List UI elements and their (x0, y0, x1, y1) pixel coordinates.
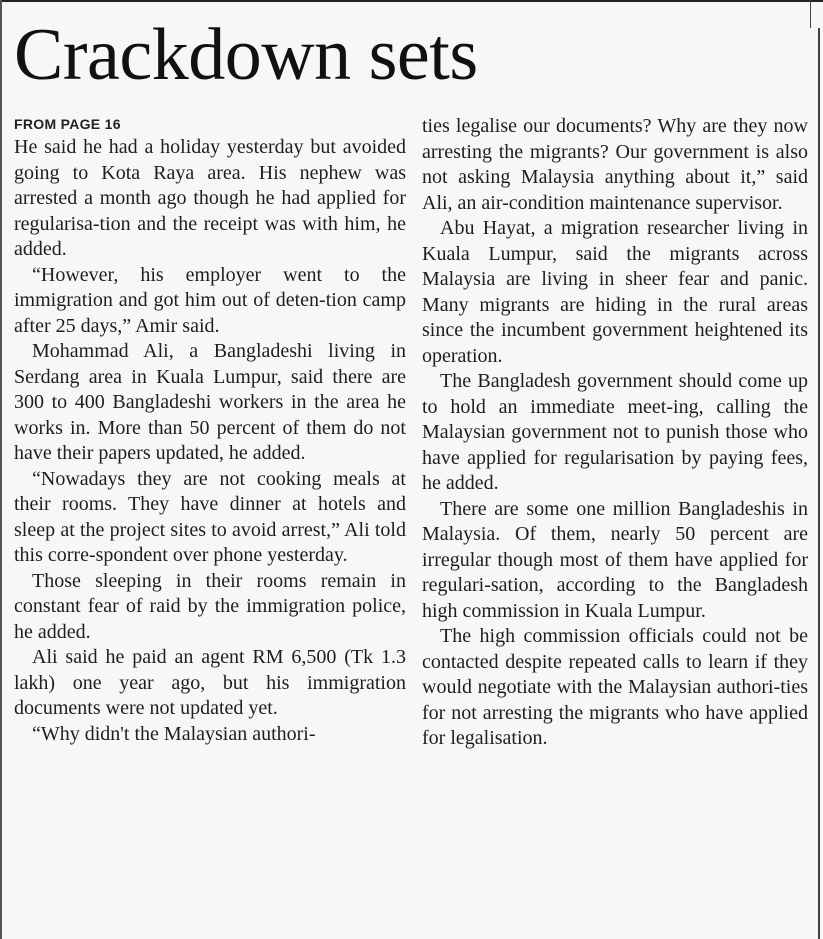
top-border (0, 0, 823, 2)
paragraph: ties legalise our documents? Why are they now arresting the migrants? Our government is also not asking Malaysia anything about it,” said Ali, an air-condition maintenance supervisor. (422, 115, 808, 214)
right-border-top (810, 0, 811, 28)
article-column-1 (14, 135, 406, 747)
paragraph: There are some one million Bangladeshis in Malaysia. Of them, nearly 50 percent are irregular though most of them have applied for regulari-sation, according to the Bangladesh high commission in Kuala Lumpur. (422, 497, 808, 622)
paragraph: Mohammad Ali, a Bangladeshi living in Serdang area in Kuala Lumpur, said there are 300 to 400 Bangladeshi workers in the area he works in. More than 50 percent of them do not have their papers updated, he added. (14, 340, 406, 464)
paragraph: “Why didn't the Malaysian authori- (32, 722, 316, 745)
paragraph: Those sleeping in their rooms remain in constant fear of raid by the immigration police, he added. (14, 569, 406, 643)
paragraph: Ali said he paid an agent RM 6,500 (Tk 1.3 lakh) one year ago, but his immigration documents were not updated yet. (14, 646, 406, 719)
paragraph: He said he had a holiday yesterday but avoided going to Kota Raya area. His nephew was arrested a month ago though he had applied for regularisa-tion and the receipt was with him, he added. (14, 136, 406, 260)
paragraph: The high commission officials could not be contacted despite repeated calls to learn if they would negotiate with the Malaysian authori-ties for not arresting the migrants who have applied for legalisation. (422, 625, 808, 749)
article-column-2 (422, 114, 808, 752)
paragraph: The Bangladesh government should come up to hold an immediate meet-ing, calling the Malaysian government not to punish those who have applied for regularisation by paying fees, he added. (422, 370, 808, 494)
kicker-from-page: FROM PAGE 16 (14, 116, 121, 132)
left-border (0, 0, 2, 939)
paragraph: “However, his employer went to the immigration and got him out of deten-tion camp after 25 days,” Amir said. (14, 263, 406, 337)
paragraph: Abu Hayat, a migration researcher living in Kuala Lumpur, said the migrants across Malaysia are living in sheer fear and panic. Many migrants are hiding in the rural areas since the incumbent government heightened its operation. (422, 217, 808, 367)
paragraph: “Nowadays they are not cooking meals at their rooms. They have dinner at hotels and sleep at the project sites to avoid arrest,” Ali told this corre-spondent over phone yesterday. (14, 467, 406, 566)
headline: Crackdown sets (14, 14, 478, 96)
right-border (818, 28, 820, 939)
